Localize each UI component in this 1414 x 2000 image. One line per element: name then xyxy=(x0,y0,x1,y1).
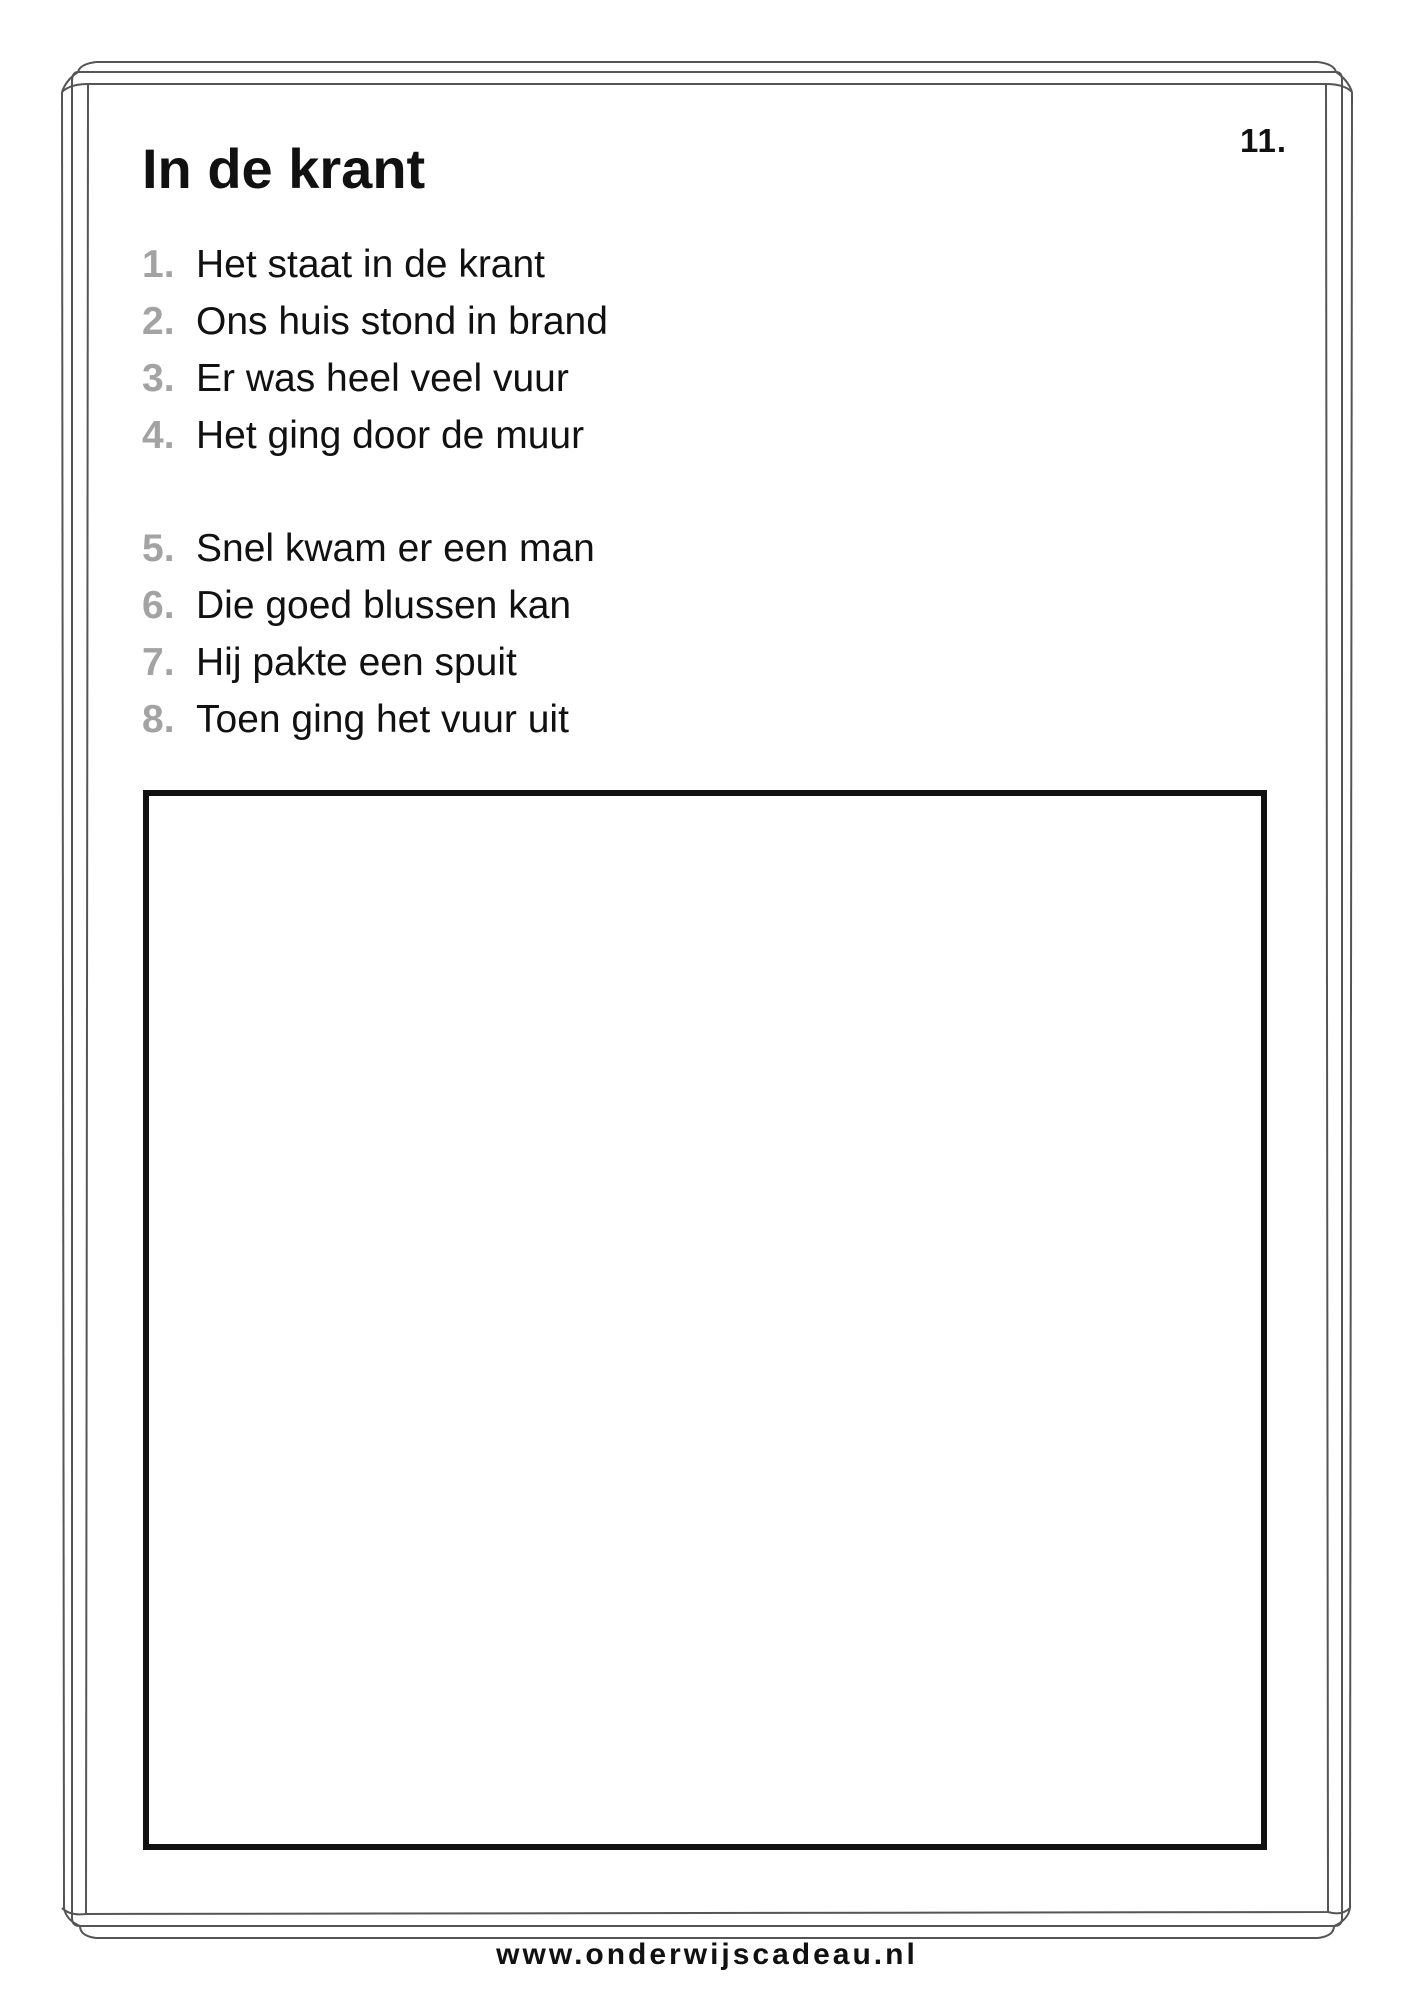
line-number: 7. xyxy=(142,640,175,684)
poem-line xyxy=(142,691,1042,748)
poem-line xyxy=(142,577,1042,634)
line-text: Ons huis stond in brand xyxy=(196,299,608,343)
line-number: 8. xyxy=(142,697,175,741)
line-number: 4. xyxy=(142,413,175,457)
poem-line xyxy=(142,236,1042,293)
line-text: Snel kwam er een man xyxy=(196,526,595,570)
line-number: 3. xyxy=(142,356,175,400)
stanza-2 xyxy=(142,520,1042,748)
line-text: Die goed blussen kan xyxy=(196,583,572,627)
line-text: Het ging door de muur xyxy=(196,413,585,457)
poem xyxy=(142,236,1042,804)
poem-line xyxy=(142,293,1042,350)
footer-website: www.onderwijscadeau.nl xyxy=(496,1938,918,1971)
page-number: 11. xyxy=(1240,122,1288,159)
poem-line xyxy=(142,407,1042,464)
line-number: 6. xyxy=(142,583,175,627)
poem-line xyxy=(142,350,1042,407)
stanza-1 xyxy=(142,236,1042,464)
poem-line xyxy=(142,520,1042,577)
line-text: Toen ging het vuur uit xyxy=(196,697,569,741)
line-text: Hij pakte een spuit xyxy=(196,640,517,684)
poem-line xyxy=(142,634,1042,691)
line-text: Er was heel veel vuur xyxy=(196,356,569,400)
line-number: 1. xyxy=(142,242,175,286)
page-title: In de krant xyxy=(142,137,426,200)
line-number: 5. xyxy=(142,526,175,570)
line-number: 2. xyxy=(142,299,175,343)
line-text: Het staat in de krant xyxy=(196,242,546,286)
drawing-area[interactable] xyxy=(143,790,1267,1850)
